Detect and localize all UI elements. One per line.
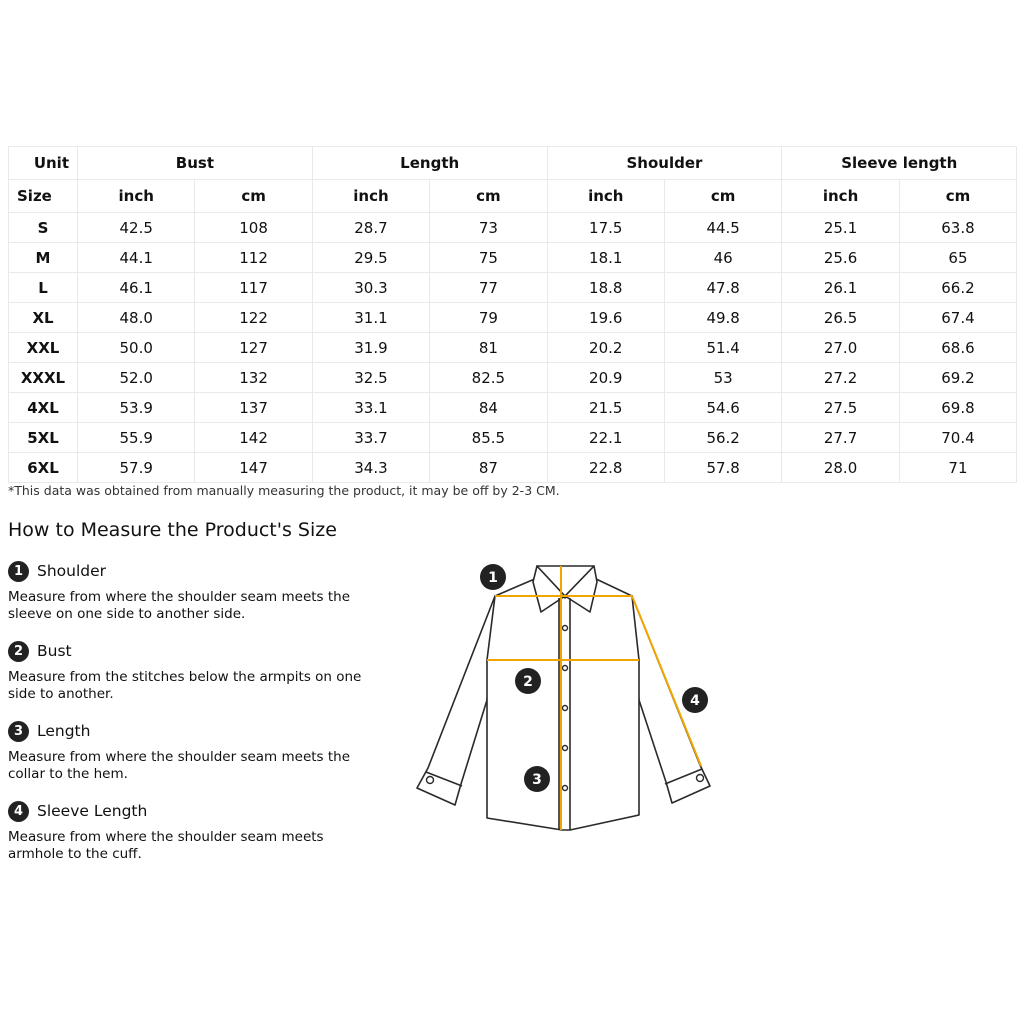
measurement-cell: 87: [430, 453, 547, 483]
measurement-cell: 34.3: [312, 453, 429, 483]
measure-item-description: Measure from where the shoulder seam meets the sleeve on one side to another side.: [8, 589, 351, 622]
measurement-cell: 122: [195, 303, 312, 333]
measurement-cell: 67.4: [899, 303, 1016, 333]
measurement-cell: 28.7: [312, 213, 429, 243]
size-cell: L: [9, 273, 78, 303]
table-row: [9, 423, 1017, 453]
measurement-cell: 108: [195, 213, 312, 243]
measurement-cell: 70.4: [899, 423, 1016, 453]
size-cell: 6XL: [9, 453, 78, 483]
measurement-cell: 20.9: [547, 363, 664, 393]
measurement-cell: 55.9: [78, 423, 195, 453]
measure-item-length: [8, 719, 368, 783]
unit-header: cm: [664, 180, 781, 213]
unit-header: cm: [899, 180, 1016, 213]
measurement-cell: 44.5: [664, 213, 781, 243]
size-cell: 5XL: [9, 423, 78, 453]
size-cell: XXL: [9, 333, 78, 363]
size-cell: S: [9, 213, 78, 243]
measurement-cell: 53.9: [78, 393, 195, 423]
measurement-cell: 71: [899, 453, 1016, 483]
how-to-measure-title: How to Measure the Product's Size: [8, 519, 337, 541]
measurement-cell: 82.5: [430, 363, 547, 393]
measurement-cell: 77: [430, 273, 547, 303]
measurement-cell: 21.5: [547, 393, 664, 423]
number-4-icon: 4: [8, 801, 29, 822]
cuff-button: [427, 777, 434, 784]
measurement-cell: 50.0: [78, 333, 195, 363]
group-header-shoulder: Shoulder: [547, 147, 782, 180]
measurement-cell: 142: [195, 423, 312, 453]
measurement-cell: 52.0: [78, 363, 195, 393]
table-row: [9, 453, 1017, 483]
measure-item-description: Measure from where the shoulder seam meets the collar to the hem.: [8, 749, 351, 782]
measurement-cell: 112: [195, 243, 312, 273]
measurement-cell: 27.5: [782, 393, 899, 423]
measurement-cell: 49.8: [664, 303, 781, 333]
measurement-cell: 18.1: [547, 243, 664, 273]
unit-header: inch: [547, 180, 664, 213]
measurement-cell: 28.0: [782, 453, 899, 483]
size-cell: M: [9, 243, 78, 273]
measure-item-description: Measure from where the shoulder seam meets armhole to the cuff.: [8, 829, 324, 862]
measurement-cell: 33.1: [312, 393, 429, 423]
measurement-cell: 69.2: [899, 363, 1016, 393]
measurement-cell: 117: [195, 273, 312, 303]
measurement-cell: 31.1: [312, 303, 429, 333]
measurement-cell: 68.6: [899, 333, 1016, 363]
marker-3-label: 3: [532, 772, 542, 788]
table-row: [9, 273, 1017, 303]
cuff-button: [697, 775, 704, 782]
number-2-icon: 2: [8, 641, 29, 662]
measurement-cell: 63.8: [899, 213, 1016, 243]
measurement-cell: 32.5: [312, 363, 429, 393]
number-1-icon: 1: [8, 561, 29, 582]
measure-item-label: Bust: [37, 642, 72, 660]
measurement-cell: 57.9: [78, 453, 195, 483]
measurement-cell: 44.1: [78, 243, 195, 273]
measurement-cell: 20.2: [547, 333, 664, 363]
group-header-sleeve-length: Sleeve length: [782, 147, 1017, 180]
table-row: [9, 333, 1017, 363]
measurement-cell: 79: [430, 303, 547, 333]
measurement-cell: 46: [664, 243, 781, 273]
measurement-cell: 18.8: [547, 273, 664, 303]
measure-item-shoulder: [8, 559, 368, 623]
measurement-cell: 30.3: [312, 273, 429, 303]
measurement-cell: 47.8: [664, 273, 781, 303]
marker-4-label: 4: [690, 693, 700, 709]
measurement-cell: 26.1: [782, 273, 899, 303]
group-header-bust: Bust: [78, 147, 313, 180]
measurement-cell: 25.6: [782, 243, 899, 273]
measurement-cell: 56.2: [664, 423, 781, 453]
measurement-cell: 127: [195, 333, 312, 363]
measurement-cell: 29.5: [312, 243, 429, 273]
measure-item-description: Measure from the stitches below the armpits on one side to another.: [8, 669, 362, 702]
measurement-cell: 137: [195, 393, 312, 423]
measurement-cell: 27.7: [782, 423, 899, 453]
measure-item-label: Length: [37, 722, 91, 740]
measurement-cell: 26.5: [782, 303, 899, 333]
table-row: [9, 213, 1017, 243]
measurement-cell: 66.2: [899, 273, 1016, 303]
measurement-cell: 81: [430, 333, 547, 363]
measurement-cell: 84: [430, 393, 547, 423]
size-chart-table: [8, 146, 1017, 483]
measure-item-label: Sleeve Length: [37, 802, 148, 820]
table-unit-header-row: [9, 180, 1017, 213]
group-header-length: Length: [312, 147, 547, 180]
measure-item-bust: [8, 639, 368, 703]
measurement-cell: 51.4: [664, 333, 781, 363]
table-body: [9, 213, 1017, 483]
measurement-cell: 17.5: [547, 213, 664, 243]
measurement-cell: 147: [195, 453, 312, 483]
measurement-cell: 54.6: [664, 393, 781, 423]
measurement-cell: 69.8: [899, 393, 1016, 423]
measure-item-sleeve-length: [8, 799, 368, 863]
measurement-cell: 27.0: [782, 333, 899, 363]
measurement-cell: 46.1: [78, 273, 195, 303]
measurement-cell: 53: [664, 363, 781, 393]
measurement-cell: 85.5: [430, 423, 547, 453]
measurement-cell: 22.8: [547, 453, 664, 483]
unit-header: inch: [782, 180, 899, 213]
size-cell: XL: [9, 303, 78, 333]
unit-header: cm: [430, 180, 547, 213]
size-label: Size: [9, 180, 78, 213]
marker-2-label: 2: [523, 674, 533, 690]
number-3-icon: 3: [8, 721, 29, 742]
table-row: [9, 393, 1017, 423]
measurement-cell: 22.1: [547, 423, 664, 453]
table-group-header-row: [9, 147, 1017, 180]
unit-label: Unit: [9, 147, 78, 180]
measurement-cell: 73: [430, 213, 547, 243]
measurement-cell: 25.1: [782, 213, 899, 243]
measurement-cell: 27.2: [782, 363, 899, 393]
measurement-cell: 132: [195, 363, 312, 393]
table-row: [9, 243, 1017, 273]
measurement-cell: 19.6: [547, 303, 664, 333]
measurement-cell: 48.0: [78, 303, 195, 333]
measurement-cell: 31.9: [312, 333, 429, 363]
unit-header: cm: [195, 180, 312, 213]
measurement-cell: 57.8: [664, 453, 781, 483]
size-cell: 4XL: [9, 393, 78, 423]
measurement-cell: 42.5: [78, 213, 195, 243]
size-cell: XXXL: [9, 363, 78, 393]
unit-header: inch: [312, 180, 429, 213]
measurement-cell: 65: [899, 243, 1016, 273]
shirt-measurement-diagram: [400, 550, 740, 850]
measurement-cell: 33.7: [312, 423, 429, 453]
measurement-note: *This data was obtained from manually measuring the product, it may be off by 2-3 CM.: [8, 483, 560, 498]
table-row: [9, 363, 1017, 393]
unit-header: inch: [78, 180, 195, 213]
measure-item-label: Shoulder: [37, 562, 107, 580]
table-row: [9, 303, 1017, 333]
marker-1-label: 1: [488, 570, 498, 586]
measurement-cell: 75: [430, 243, 547, 273]
